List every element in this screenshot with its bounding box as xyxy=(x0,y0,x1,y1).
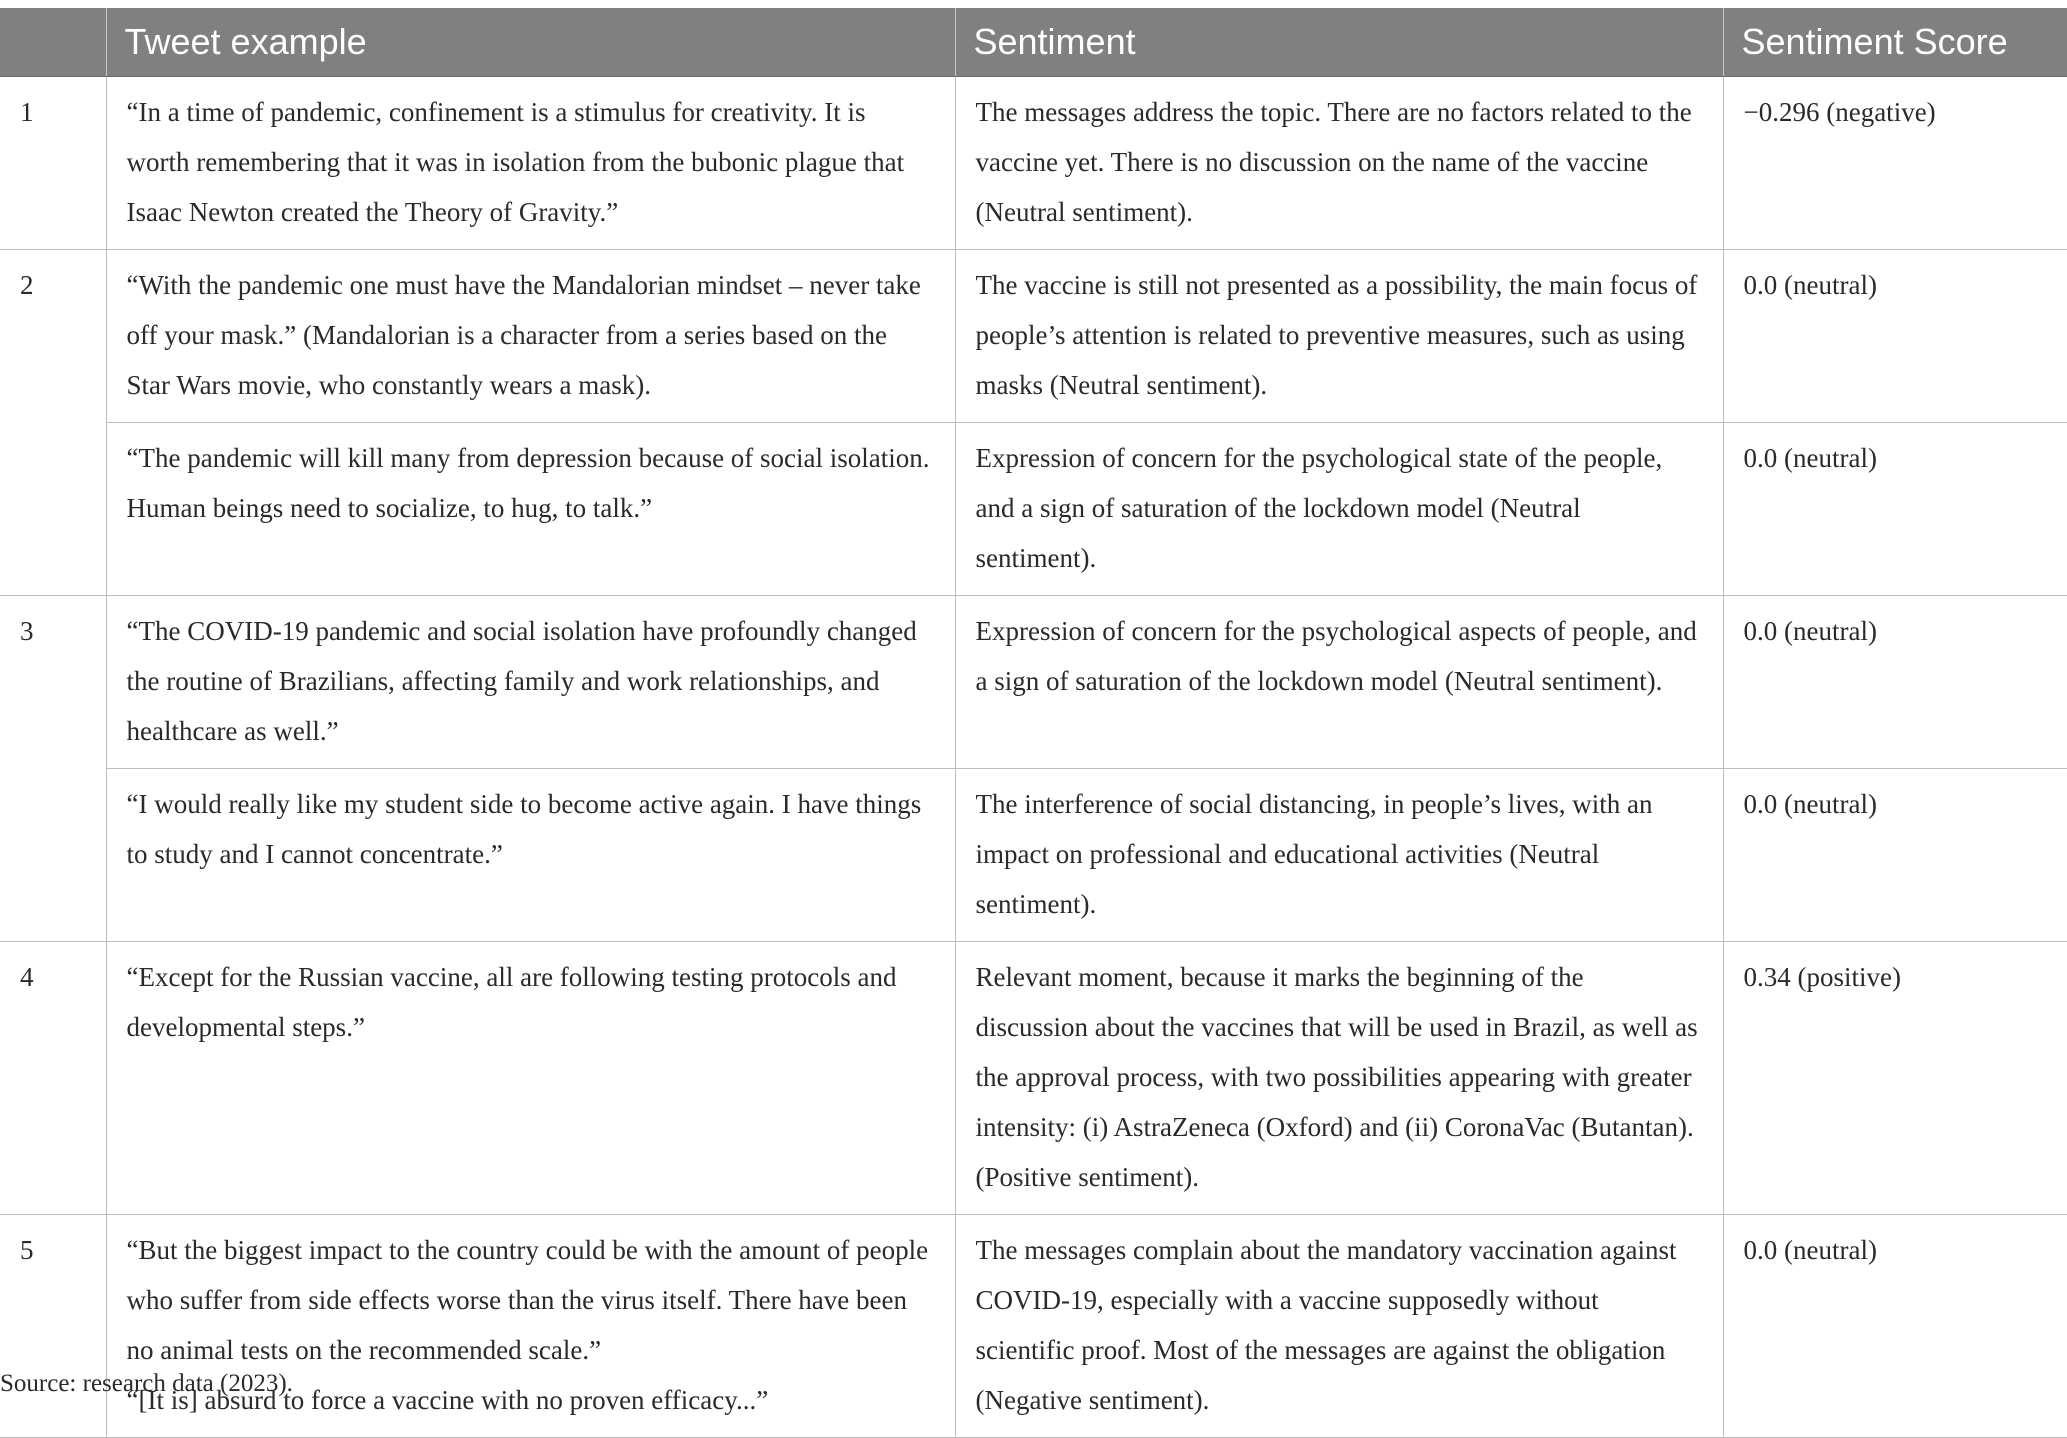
sentiment-cell: Expression of concern for the psychological aspects of people, and a sign of saturation of the lockdown model (Neutral sentiment). xyxy=(955,596,1723,769)
tweet-cell: “I would really like my student side to become active again. I have things to study and I cannot concentrate.” xyxy=(106,769,955,942)
score-cell: 0.0 (neutral) xyxy=(1723,250,2067,423)
score-cell: 0.0 (neutral) xyxy=(1723,423,2067,596)
tweet-cell: “The COVID-19 pandemic and social isolation have profoundly changed the routine of Brazilians, affecting family and work relationships, and healthcare as well.” xyxy=(106,596,955,769)
score-cell: 0.0 (neutral) xyxy=(1723,1215,2067,1438)
sentiment-cell: Relevant moment, because it marks the beginning of the discussion about the vaccines that will be used in Brazil, as well as the approval process, with two possibilities appearing with greater intensity: (i) AstraZeneca (Oxford) and (ii) CoronaVac (Butantan). (Positive sentiment). xyxy=(955,942,1723,1215)
header-tweet-example: Tweet example xyxy=(106,8,955,77)
row-number: 2 xyxy=(0,250,106,596)
row-number: 5 xyxy=(0,1215,106,1438)
header-sentiment-score: Sentiment Score xyxy=(1723,8,2067,77)
table-body xyxy=(0,77,2067,1438)
score-cell: 0.0 (neutral) xyxy=(1723,769,2067,942)
sentiment-cell: The interference of social distancing, in people’s lives, with an impact on professional and educational activities (Neutral sentiment). xyxy=(955,769,1723,942)
sentiment-table xyxy=(0,8,2067,1438)
tweet-cell xyxy=(106,1215,955,1438)
table-row xyxy=(0,942,2067,1215)
tweet-text-second: “[It is] absurd to force a vaccine with no proven efficacy...” xyxy=(126,1385,769,1415)
header-num xyxy=(0,8,106,77)
row-number: 3 xyxy=(0,596,106,942)
header-sentiment: Sentiment xyxy=(955,8,1723,77)
tweet-cell: “Except for the Russian vaccine, all are following testing protocols and developmental steps.” xyxy=(106,942,955,1215)
tweet-cell: “In a time of pandemic, confinement is a stimulus for creativity. It is worth remembering that it was in isolation from the bubonic plague that Isaac Newton created the Theory of Gravity.” xyxy=(106,77,955,250)
sentiment-cell: The messages address the topic. There are no factors related to the vaccine yet. There is no discussion on the name of the vaccine (Neutral sentiment). xyxy=(955,77,1723,250)
tweet-text: “But the biggest impact to the country could be with the amount of people who suffer from side effects worse than the virus itself. There have been no animal tests on the recommended scale.” xyxy=(126,1235,929,1365)
table-row xyxy=(0,423,2067,596)
table-row xyxy=(0,769,2067,942)
table-row xyxy=(0,1215,2067,1438)
sentiment-table-container xyxy=(0,8,2067,1438)
score-cell: 0.34 (positive) xyxy=(1723,942,2067,1215)
table-row xyxy=(0,250,2067,423)
table-row xyxy=(0,596,2067,769)
table-header xyxy=(0,8,2067,77)
header-row xyxy=(0,8,2067,77)
sentiment-cell: Expression of concern for the psychological state of the people, and a sign of saturation of the lockdown model (Neutral sentiment). xyxy=(955,423,1723,596)
score-cell: −0.296 (negative) xyxy=(1723,77,2067,250)
row-number: 4 xyxy=(0,942,106,1215)
sentiment-cell: The messages complain about the mandatory vaccination against COVID-19, especially with a vaccine supposedly without scientific proof. Most of the messages are against the obligation (Negative sentiment). xyxy=(955,1215,1723,1438)
table-row xyxy=(0,77,2067,250)
tweet-cell: “The pandemic will kill many from depression because of social isolation. Human beings need to socialize, to hug, to talk.” xyxy=(106,423,955,596)
sentiment-cell: The vaccine is still not presented as a possibility, the main focus of people’s attention is related to preventive measures, such as using masks (Neutral sentiment). xyxy=(955,250,1723,423)
row-number: 1 xyxy=(0,77,106,250)
source-note: Source: research data (2023). xyxy=(0,1370,293,1397)
score-cell: 0.0 (neutral) xyxy=(1723,596,2067,769)
tweet-cell: “With the pandemic one must have the Mandalorian mindset – never take off your mask.” (Mandalorian is a character from a series based on the Star Wars movie, who constantly wears a mask). xyxy=(106,250,955,423)
